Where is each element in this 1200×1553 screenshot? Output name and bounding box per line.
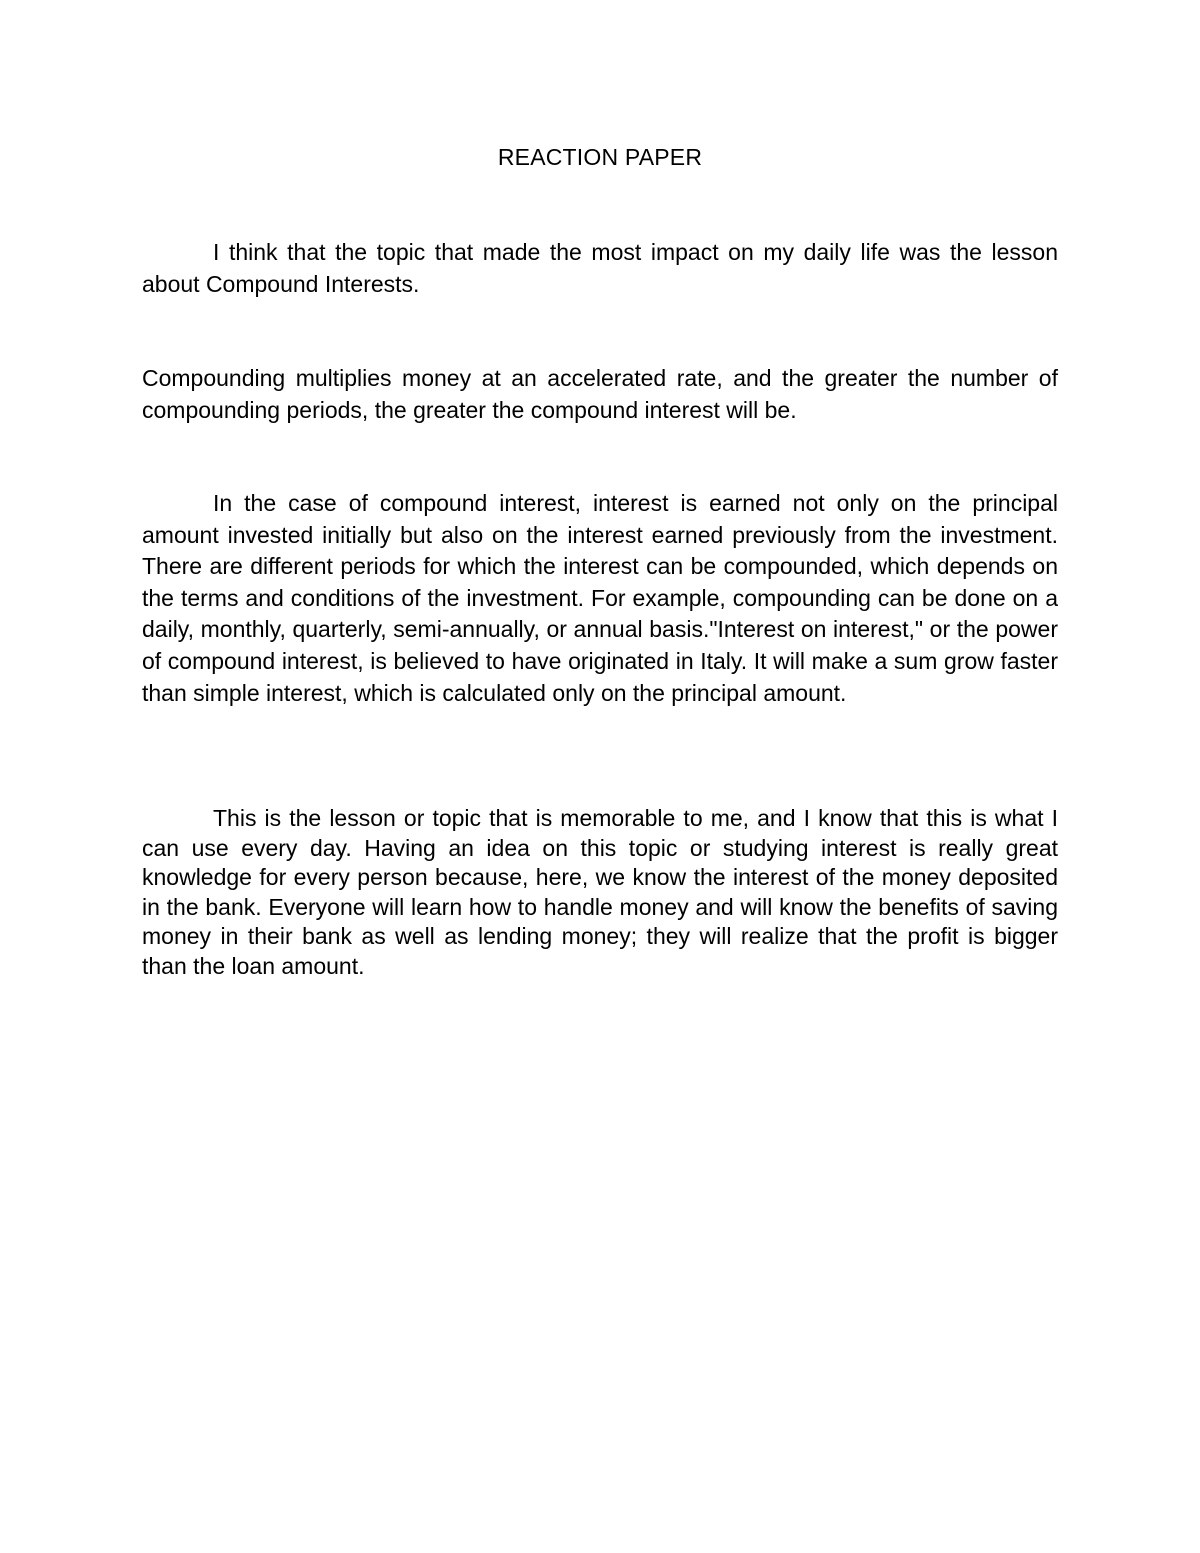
paragraph-compounding: Compounding multiplies money at an accelerated rate, and the greater the number of compounding periods, the greater the compound interest will be.	[142, 365, 1058, 423]
paragraph-conclusion: This is the lesson or topic that is memorable to me, and I know that this is what I can use every day. Having an idea on this topic or studying interest is really great knowledge for every person because, here, we know the interest of the money deposited in the bank. Everyone will learn how to handle money and will know the benefits of saving money in their bank as well as lending money; they will realize that the profit is bigger than the loan amount.	[142, 805, 1058, 979]
paragraph-intro: I think that the topic that made the most impact on my daily life was the lesson about Compound Interests.	[142, 239, 1058, 297]
document-title: REACTION PAPER	[497, 144, 703, 170]
paragraph-compound-interest-explanation: In the case of compound interest, interest is earned not only on the principal amount invested initially but also on the interest earned previously from the investment. There are different periods for which the interest can be compounded, which depends on the terms and conditions of the investment. For example, compounding can be done on a daily, monthly, quarterly, semi-annually, or annual basis."Interest on interest," or the power of compound interest, is believed to have originated in Italy. It will make a sum grow faster than simple interest, which is calculated only on the principal amount.	[142, 490, 1058, 706]
